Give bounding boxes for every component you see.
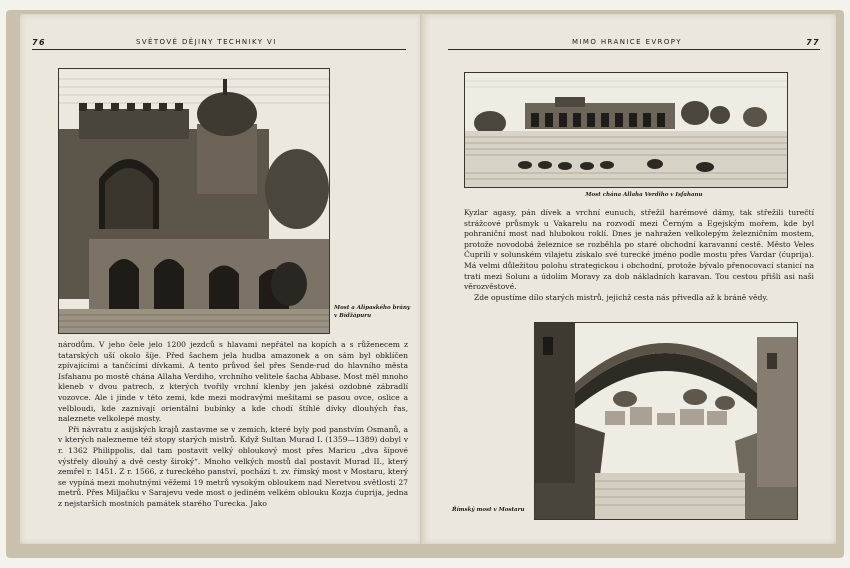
left-paragraph-1: národům. V jeho čele jelo 1200 jezdců s hlavami nepřátel na kopích a s růženecem z tatarských uší okolo šíje. Před šachem jela hudba amazonek a on sám byl obklíčen zpívajícími a tančícími dívkami. A tento průvod šel přes Sende-rud do hlavního města Isfahanu po mostě chána Allaha Verdiho, vrchního velitele šacha Abbase. Most měl mnoho kleneb v dvou patrech, z kterých tvořily vrchní klenby jen jakési ozdobné zábradlí vozovce. Ale i jinde v této zemi, kde mezi modravými mešitami se pasou ovce, oslice a velbloudi, kde zaznívají orientální bubínky a kde chodí štíhlé dívky dlouhých řas, naleznete velkolepé mosty.	[58, 340, 408, 424]
bijapur-gate-illustration	[58, 68, 330, 334]
right-running-header	[448, 36, 820, 50]
mostar-bridge-illustration	[534, 322, 798, 520]
left-page-number: 76	[32, 38, 46, 47]
left-running-header	[32, 36, 406, 50]
isfahan-bridge-illustration	[464, 72, 788, 188]
right-page	[424, 14, 836, 544]
right-page-number: 77	[806, 38, 820, 47]
right-body-text	[464, 208, 814, 303]
left-figure-caption-line-2: v Bídžápuru	[334, 313, 372, 319]
left-figure-caption	[334, 304, 414, 320]
left-page	[20, 14, 422, 544]
left-body-text	[58, 340, 408, 510]
right-running-head: MIMO HRANICE EVROPY	[572, 38, 682, 46]
top-figure-caption: Most chána Allaha Verdiho v Isfahanu	[585, 192, 703, 198]
bottom-figure-caption: Římský most v Mostaru	[452, 507, 525, 513]
left-paragraph-2: Při návratu z asijských krajů zastavme se v zemích, které byly pod panstvím Osmanů, a v kterých nalezneme též stopy starých mistrů. Když Sultan Murad I. (1359—1389) dobyl v r. 1362 Philippolis, dal tam postavit velký obloukový most přes Maricu „dva šípové výstřely dlouhý a dvě cesty široký“. Mnoho velkých mostů dal postavit Murad II., který zemřel r. 1451. Z r. 1566, z tureckého panství, pochází t. zv. římský most v Mostaru, který se vypíná mezi mohutnými věžemi 19 metrů vysokým obloukem nad Neretvou světlosti 27 metrů. Přes Miljačku v Sarajevu vede most o jediném velkém oblouku Kozja ćuprija, jedna z nejstarších mostních památek starého Turecka. Jako	[58, 424, 408, 508]
right-paragraph-1: Kyzlar agasy, pán dívek a vrchní eunuch, střežil harémové dámy, tak střežili turečtí strážcové průsmyk u Vakarelu na rozvodí mezi Černým a Egejským mořem, kde byl pohraniční most nad hlubokou roklí. Dnes je nahražen velkolepým železničním mostem, protože novodobá železnice se rozběhla po staré obchodní karavanní cestě. Město Veles Ćuprili v solunském vilajetu získalo své turecké jméno podle mostu přes Vardar (ćuprija). Má velmi důležitou polohu strategickou i obchodní, protože bývalo přenocovací stanicí na trati mezi Solunı a údolím Moravy za dob nákladních karavan. Tou cestou přišli asi naši věrozvěstové.	[464, 208, 814, 292]
left-figure-caption-line-1: Most a Alipaského brány	[334, 305, 411, 311]
right-paragraph-2: Zde opustíme dílo starých mistrů, jejichž cesta nás přivedla až k bráně vědy.	[474, 292, 769, 302]
left-running-head: SVĚTOVÉ DĚJINY TECHNIKY VI	[136, 38, 277, 46]
